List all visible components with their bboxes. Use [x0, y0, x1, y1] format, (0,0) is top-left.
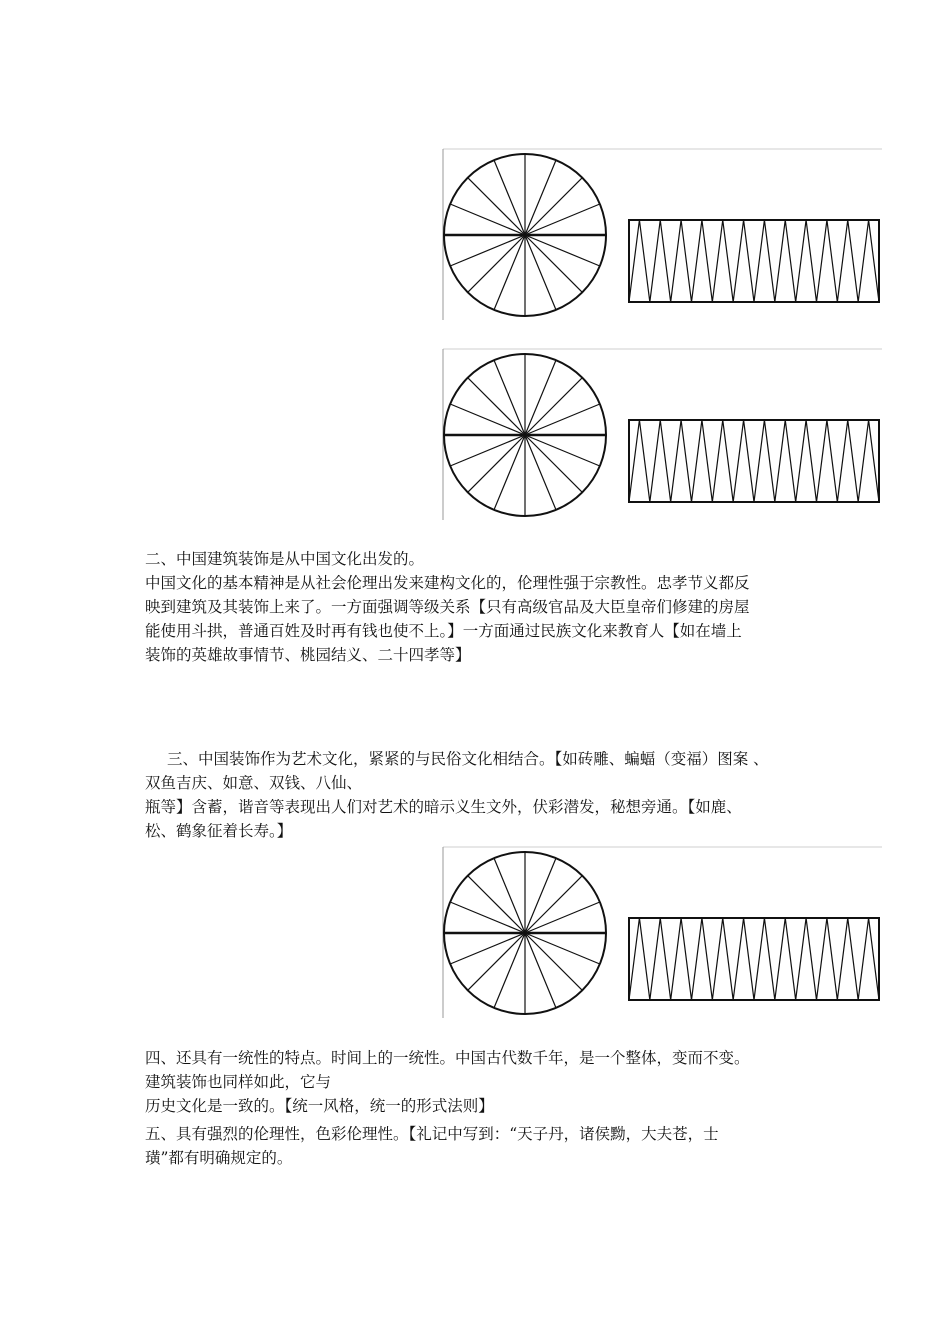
wheel-spoke — [468, 933, 525, 990]
text-line: 装饰的英雄故事情节、桃园结义、二十四孝等】 — [145, 646, 471, 664]
section-two — [145, 547, 825, 667]
section-three — [145, 747, 825, 843]
section-heading: 二、中国建筑装饰是从中国文化出发的。 — [145, 550, 425, 568]
zigzag-line — [629, 918, 879, 1000]
text-line: 松、鹤象征着长寿。】 — [145, 822, 293, 840]
wheel-and-zigzag-diagram — [440, 148, 882, 320]
wheel-spoke — [525, 178, 582, 235]
text-line: 中国文化的基本精神是从社会伦理出发来建构文化的，伦理性强于宗教性。忠孝节义都反 — [145, 574, 750, 592]
wheel-spoke — [468, 178, 525, 235]
text-line: 三、中国装饰作为艺术文化，紧紧的与民俗文化相结合。【如砖雕、蝙蝠（变福）图案 、 — [167, 750, 769, 768]
text-line: 历史文化是一致的。【统一风格，统一的形式法则】 — [145, 1097, 494, 1115]
section-four — [145, 1046, 825, 1118]
text-line: 五、具有强烈的伦理性，色彩伦理性。【礼记中写到：“天子丹，诸侯黝，大夫苍，士 — [145, 1125, 719, 1143]
zigzag-box — [629, 918, 879, 1000]
wheel-spoke — [525, 235, 582, 292]
section-five — [145, 1122, 825, 1170]
wheel-spoke — [525, 876, 582, 933]
text-line: 映到建筑及其装饰上来了。一方面强调等级关系【只有高级官品及大臣皇帝们修建的房屋 — [145, 598, 750, 616]
wheel-spoke — [525, 435, 582, 492]
text-line: 四、还具有一统性的特点。时间上的一统性。中国古代数千年，是一个整体，变而不变。 — [145, 1049, 750, 1067]
wheel-spoke — [468, 378, 525, 435]
zigzag-box — [629, 420, 879, 502]
pattern-figure-1 — [440, 148, 882, 320]
zigzag-line — [629, 220, 879, 302]
zigzag-line — [629, 420, 879, 502]
text-line: 能使用斗拱，普通百姓及时再有钱也使不上。】一方面通过民族文化来教育人【如在墙上 — [145, 622, 742, 640]
wheel-spoke — [468, 876, 525, 933]
wheel-and-zigzag-diagram — [440, 348, 882, 520]
pattern-figure-3 — [440, 846, 882, 1018]
text-line: 双鱼吉庆、如意、双钱、八仙、 — [145, 774, 363, 792]
text-line: 建筑装饰也同样如此，它与 — [145, 1073, 332, 1091]
text-line: 璜”都有明确规定的。 — [145, 1149, 293, 1167]
wheel-and-zigzag-diagram — [440, 846, 882, 1018]
pattern-figure-2 — [440, 348, 882, 520]
text-line: 瓶等】含蓄，谐音等表现出人们对艺术的暗示义生文外，伏彩潜发，秘想旁通。【如鹿、 — [145, 798, 742, 816]
zigzag-box — [629, 220, 879, 302]
wheel-spoke — [525, 378, 582, 435]
wheel-spoke — [468, 235, 525, 292]
wheel-spoke — [468, 435, 525, 492]
wheel-spoke — [525, 933, 582, 990]
